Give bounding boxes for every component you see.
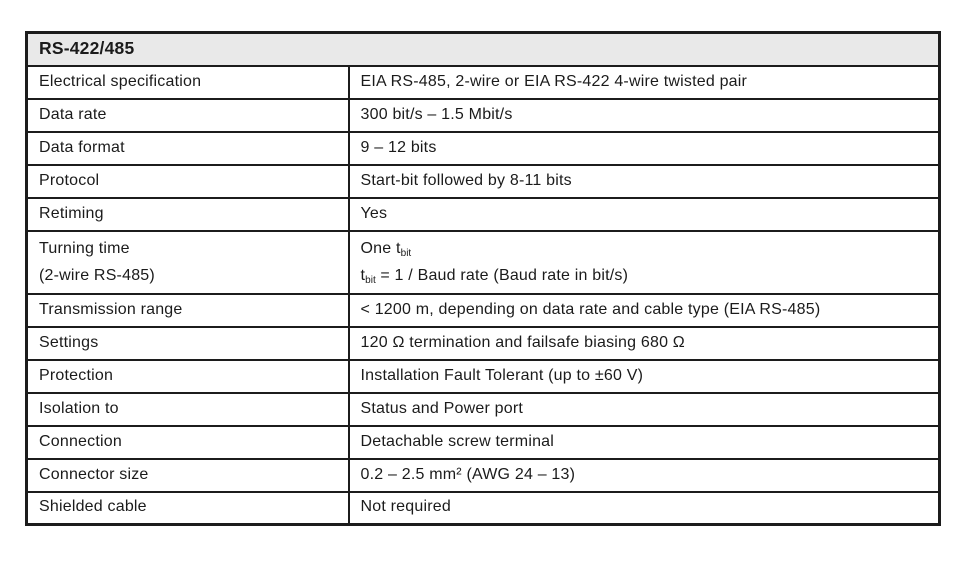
table-row-protocol xyxy=(27,165,940,198)
row-label: Connection xyxy=(27,426,349,459)
row-label: Isolation to xyxy=(27,393,349,426)
row-value: 9 – 12 bits xyxy=(349,132,940,165)
table-row-protection xyxy=(27,360,940,393)
row-value: 120 Ω termination and failsafe biasing 680 Ω xyxy=(349,327,940,360)
table-row-shielded-cable xyxy=(27,492,940,525)
row-value: 0.2 – 2.5 mm² (AWG 24 – 13) xyxy=(349,459,940,492)
row-label xyxy=(27,231,349,294)
table-header-row xyxy=(27,33,940,66)
row-value: Status and Power port xyxy=(349,393,940,426)
row-value: Start-bit followed by 8-11 bits xyxy=(349,165,940,198)
table-row-connection xyxy=(27,426,940,459)
row-value: < 1200 m, depending on data rate and cable type (EIA RS-485) xyxy=(349,294,940,327)
row-label: Data format xyxy=(27,132,349,165)
row-value: Installation Fault Tolerant (up to ±60 V) xyxy=(349,360,940,393)
row-label: Electrical specification xyxy=(27,66,349,99)
value-line-1 xyxy=(361,235,928,262)
value-text: One t xyxy=(360,239,401,257)
rs422-485-spec-table xyxy=(25,31,941,526)
table-row-isolation-to xyxy=(27,393,940,426)
value-text: = 1 / Baud rate (Baud rate in bit/s) xyxy=(375,266,629,284)
row-value: 300 bit/s – 1.5 Mbit/s xyxy=(349,99,940,132)
row-value: Yes xyxy=(349,198,940,231)
table-row-transmission-range xyxy=(27,294,940,327)
table-row-data-format xyxy=(27,132,940,165)
row-label: Retiming xyxy=(27,198,349,231)
table-row-settings xyxy=(27,327,940,360)
row-value xyxy=(349,231,940,294)
row-label: Connector size xyxy=(27,459,349,492)
table-row-retiming xyxy=(27,198,940,231)
value-line-2 xyxy=(361,262,928,289)
row-value: Not required xyxy=(349,492,940,525)
row-label: Shielded cable xyxy=(27,492,349,525)
row-label: Data rate xyxy=(27,99,349,132)
table-row-connector-size xyxy=(27,459,940,492)
table-row-data-rate xyxy=(27,99,940,132)
label-line-2: (2-wire RS-485) xyxy=(39,266,155,284)
table-row-turning-time xyxy=(27,231,940,294)
row-label: Protection xyxy=(27,360,349,393)
table-row-electrical-specification xyxy=(27,66,940,99)
subscript-bit: bit xyxy=(365,274,376,286)
row-label: Transmission range xyxy=(27,294,349,327)
row-label: Settings xyxy=(27,327,349,360)
value-text: t xyxy=(360,266,366,284)
row-value: Detachable screw terminal xyxy=(349,426,940,459)
row-label: Protocol xyxy=(27,165,349,198)
label-line-1: Turning time xyxy=(39,239,130,257)
row-value: EIA RS-485, 2-wire or EIA RS-422 4-wire twisted pair xyxy=(349,66,940,99)
subscript-bit: bit xyxy=(400,247,412,259)
table-title: RS-422/485 xyxy=(27,33,940,66)
